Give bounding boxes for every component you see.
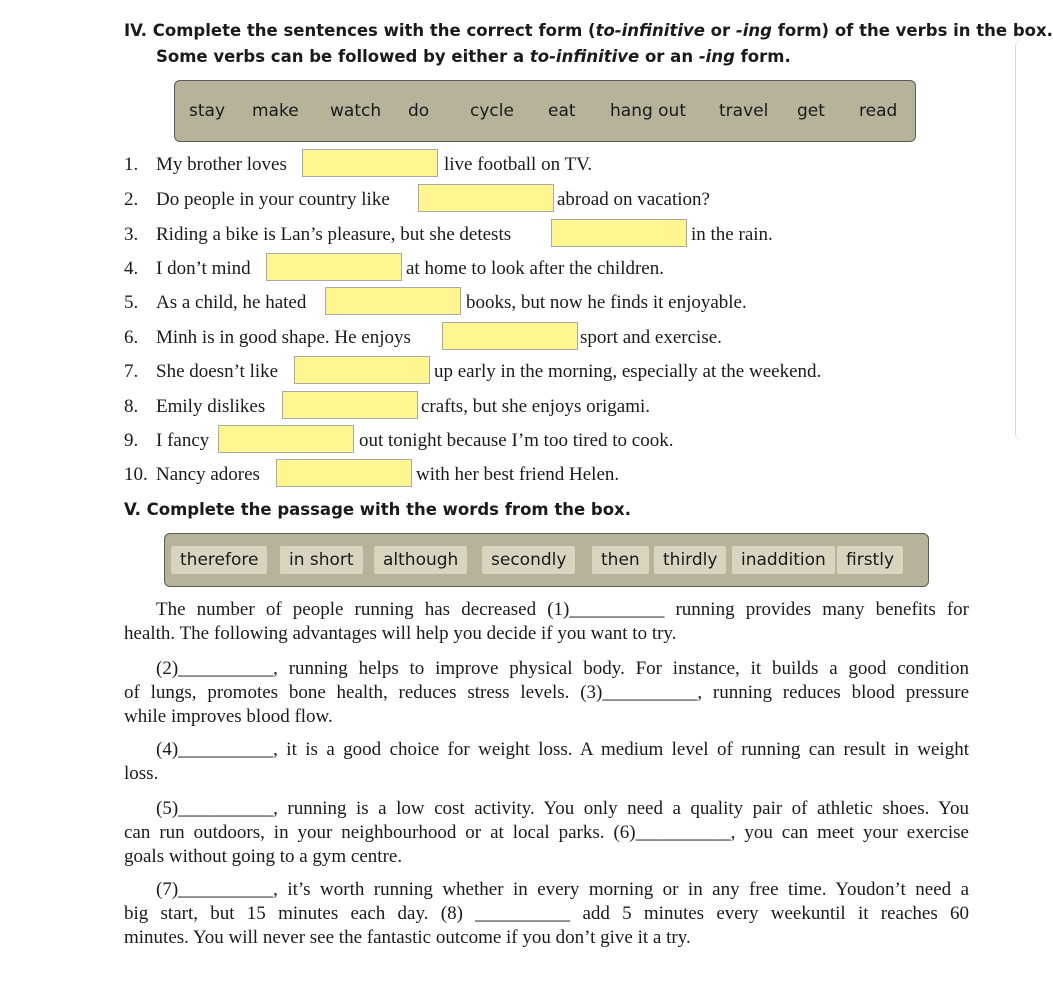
question-item: 5. As a child, he hated books, but now he finds it enjoyable. [124, 290, 924, 316]
question-item: 8. Emily dislikes crafts, but she enjoys origami. [124, 394, 924, 420]
verb-word: read [859, 101, 898, 121]
question-item: 4. I don’t mind at home to look after the children. [124, 256, 924, 282]
linker-word: in short [280, 546, 363, 574]
verb-word: watch [330, 101, 382, 121]
answer-blank[interactable] [551, 219, 687, 247]
verb-word: cycle [470, 101, 514, 121]
answer-blank[interactable] [276, 459, 412, 487]
section-4-title-line2: Some verbs can be followed by either a to-infinitive or an -ing form. [156, 46, 791, 66]
answer-blank[interactable] [325, 287, 461, 315]
section-5-title: V. Complete the passage with the words from the box. [124, 500, 631, 519]
linker-word: firstly [837, 546, 903, 574]
linker-word: then [592, 546, 649, 574]
verb-word: make [252, 101, 299, 121]
linker-box [164, 533, 929, 587]
passage-paragraph-5: (7)__________, it’s worth running whether in every morning or in any free time. Youdon’t need a big start, but 15 minutes each day. (8) __________ add 5 minutes every weekuntil it reaches 60 minutes. You will never see the fantastic outcome if you don’t give it a try. [124, 879, 969, 948]
scrollbar[interactable] [1015, 40, 1024, 440]
section-4-title [124, 18, 1053, 69]
answer-blank[interactable] [282, 391, 418, 419]
verb-word: eat [548, 101, 576, 121]
linker-word: although [374, 546, 467, 574]
question-item: 1. My brother loves live football on TV. [124, 152, 924, 178]
linker-word: secondly [482, 546, 575, 574]
question-item: 6. Minh is in good shape. He enjoys sport and exercise. [124, 325, 924, 351]
linker-word: thirdly [654, 546, 726, 574]
question-item: 2. Do people in your country like abroad on vacation? [124, 187, 924, 213]
answer-blank[interactable] [302, 149, 438, 177]
passage-paragraph-3: (4)__________, it is a good choice for weight loss. A medium level of running can result in weight loss. [124, 739, 969, 784]
question-item: 10. Nancy adores with her best friend Helen. [124, 462, 924, 488]
answer-blank[interactable] [266, 253, 402, 281]
answer-blank[interactable] [418, 184, 554, 212]
question-item: 9. I fancy out tonight because I’m too tired to cook. [124, 428, 924, 454]
section-4-title-line1: IV. Complete the sentences with the correct form (to-infinitive or -ing form) of the verbs in the box. [124, 21, 1053, 40]
answer-blank[interactable] [442, 322, 578, 350]
passage-paragraph-4: (5)__________, running is a low cost activity. You only need a quality pair of athletic shoes. You can run outdoors, in your neighbourhood or at local parks. (6)__________, you can meet your exercise goals without going to a gym centre. [124, 798, 969, 867]
verb-word: stay [189, 101, 226, 121]
passage-paragraph-2: (2)__________, running helps to improve physical body. For instance, it builds a good condition of lungs, promotes bone health, reduces stress levels. (3)__________, running reduces blood pressure while improves blood flow. [124, 658, 969, 727]
linker-word: inaddition [732, 546, 835, 574]
verb-box [174, 80, 916, 142]
passage-paragraph-1: The number of people running has decreased (1)__________ running provides many benefits for health. The following advantages will help you decide if you want to try. [124, 599, 969, 644]
question-item: 3. Riding a bike is Lan’s pleasure, but she detests in the rain. [124, 222, 924, 248]
verb-word: do [408, 101, 430, 121]
question-item: 7. She doesn’t like up early in the morning, especially at the weekend. [124, 359, 924, 385]
answer-blank[interactable] [294, 356, 430, 384]
verb-word: travel [719, 101, 769, 121]
verb-word: get [797, 101, 825, 121]
answer-blank[interactable] [218, 425, 354, 453]
linker-word: therefore [171, 546, 267, 574]
verb-word: hang out [610, 101, 687, 121]
